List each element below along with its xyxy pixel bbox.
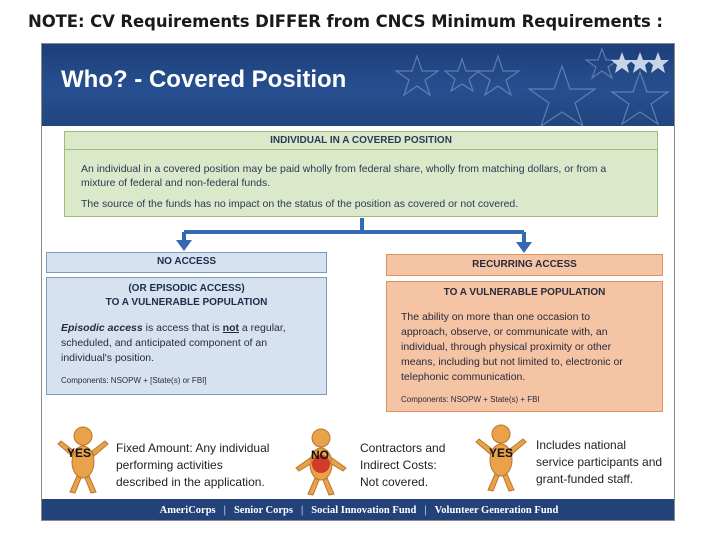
- recurring-sub: TO A VULNERABLE POPULATION: [443, 287, 606, 298]
- no-figure-icon: [286, 428, 356, 498]
- footer-volunteer-generation-fund: Volunteer Generation Fund: [434, 505, 559, 516]
- episodic-definition-line-2: scheduled, and anticipated component of an: [61, 337, 268, 349]
- footer-social-innovation-fund: Social Innovation Fund: [311, 505, 417, 516]
- no-access-components: Components: NSOPW + [State(s) or FBI]: [61, 376, 207, 385]
- footer-americorps: AmeriCorps: [159, 505, 216, 516]
- covered-position-heading: INDIVIDUAL IN A COVERED POSITION: [270, 135, 452, 146]
- episodic-definition-line-3: individual's position.: [61, 352, 155, 364]
- no-access-sub2: TO A VULNERABLE POPULATION: [105, 297, 268, 308]
- recurring-line-1: The ability on more than one occasion to: [401, 311, 591, 323]
- national-service-line-2: service participants and: [536, 455, 663, 469]
- no-access-box: [46, 277, 327, 395]
- recurring-line-5: telephonic communication.: [401, 371, 526, 383]
- recurring-components: Components: NSOPW + State(s) + FBI: [401, 395, 540, 404]
- contractors-line-3: Not covered.: [360, 475, 429, 489]
- episodic-term: Episodic access: [61, 322, 143, 334]
- recurring-line-2: approach, observe, or communicate with, an: [401, 326, 608, 338]
- no-access-heading: NO ACCESS: [46, 252, 327, 273]
- contractors-line-1: Contractors and: [360, 441, 446, 455]
- episodic-text-a: is access that is: [142, 322, 223, 334]
- covered-text-line-2: mixture of federal and non-federal funds.: [81, 177, 271, 189]
- episodic-text-b: a regular,: [239, 322, 286, 334]
- covered-text-line-3: The source of the funds has no impact on the status of the position as covered or not covered.: [81, 198, 519, 210]
- episodic-definition-line-1: [61, 321, 323, 336]
- recurring-line-4: means, including but not limited to, electronic or: [401, 356, 623, 368]
- recurring-line-3: individual, through physical proximity or other: [401, 341, 612, 353]
- not-word: not: [222, 322, 239, 334]
- slide-image: [41, 43, 675, 521]
- yes-figure-icon: [48, 426, 118, 496]
- recurring-access-box: [386, 281, 663, 412]
- covered-text-line-1: An individual in a covered position may be paid wholly from federal share, wholly from matching dollars, or from a: [81, 163, 607, 175]
- national-service-line-1: Includes national: [536, 438, 627, 452]
- no-label: NO: [311, 448, 329, 462]
- yes-label-2: YES: [489, 446, 514, 460]
- national-service-line-3: grant-funded staff.: [536, 472, 634, 486]
- yes-label-1: YES: [67, 446, 92, 460]
- fixed-amount-line-3: described in the application.: [116, 475, 265, 489]
- no-access-sub1: (OR EPISODIC ACCESS): [128, 283, 245, 294]
- footer-senior-corps: Senior Corps: [233, 505, 293, 516]
- contractors-line-2: Indirect Costs:: [360, 458, 437, 472]
- note-heading: NOTE: CV Requirements DIFFER from CNCS Minimum Requirements :: [28, 12, 663, 31]
- fixed-amount-line-2: performing activities: [116, 458, 223, 472]
- program-footer: AmeriCorps | Senior Corps | Social Innovation Fund | Volunteer Generation Fund: [42, 499, 675, 521]
- page-title: Who? - Covered Position: [61, 66, 347, 93]
- fixed-amount-line-1: Fixed Amount: Any individual: [116, 441, 270, 455]
- recurring-access-heading: RECURRING ACCESS: [386, 254, 663, 276]
